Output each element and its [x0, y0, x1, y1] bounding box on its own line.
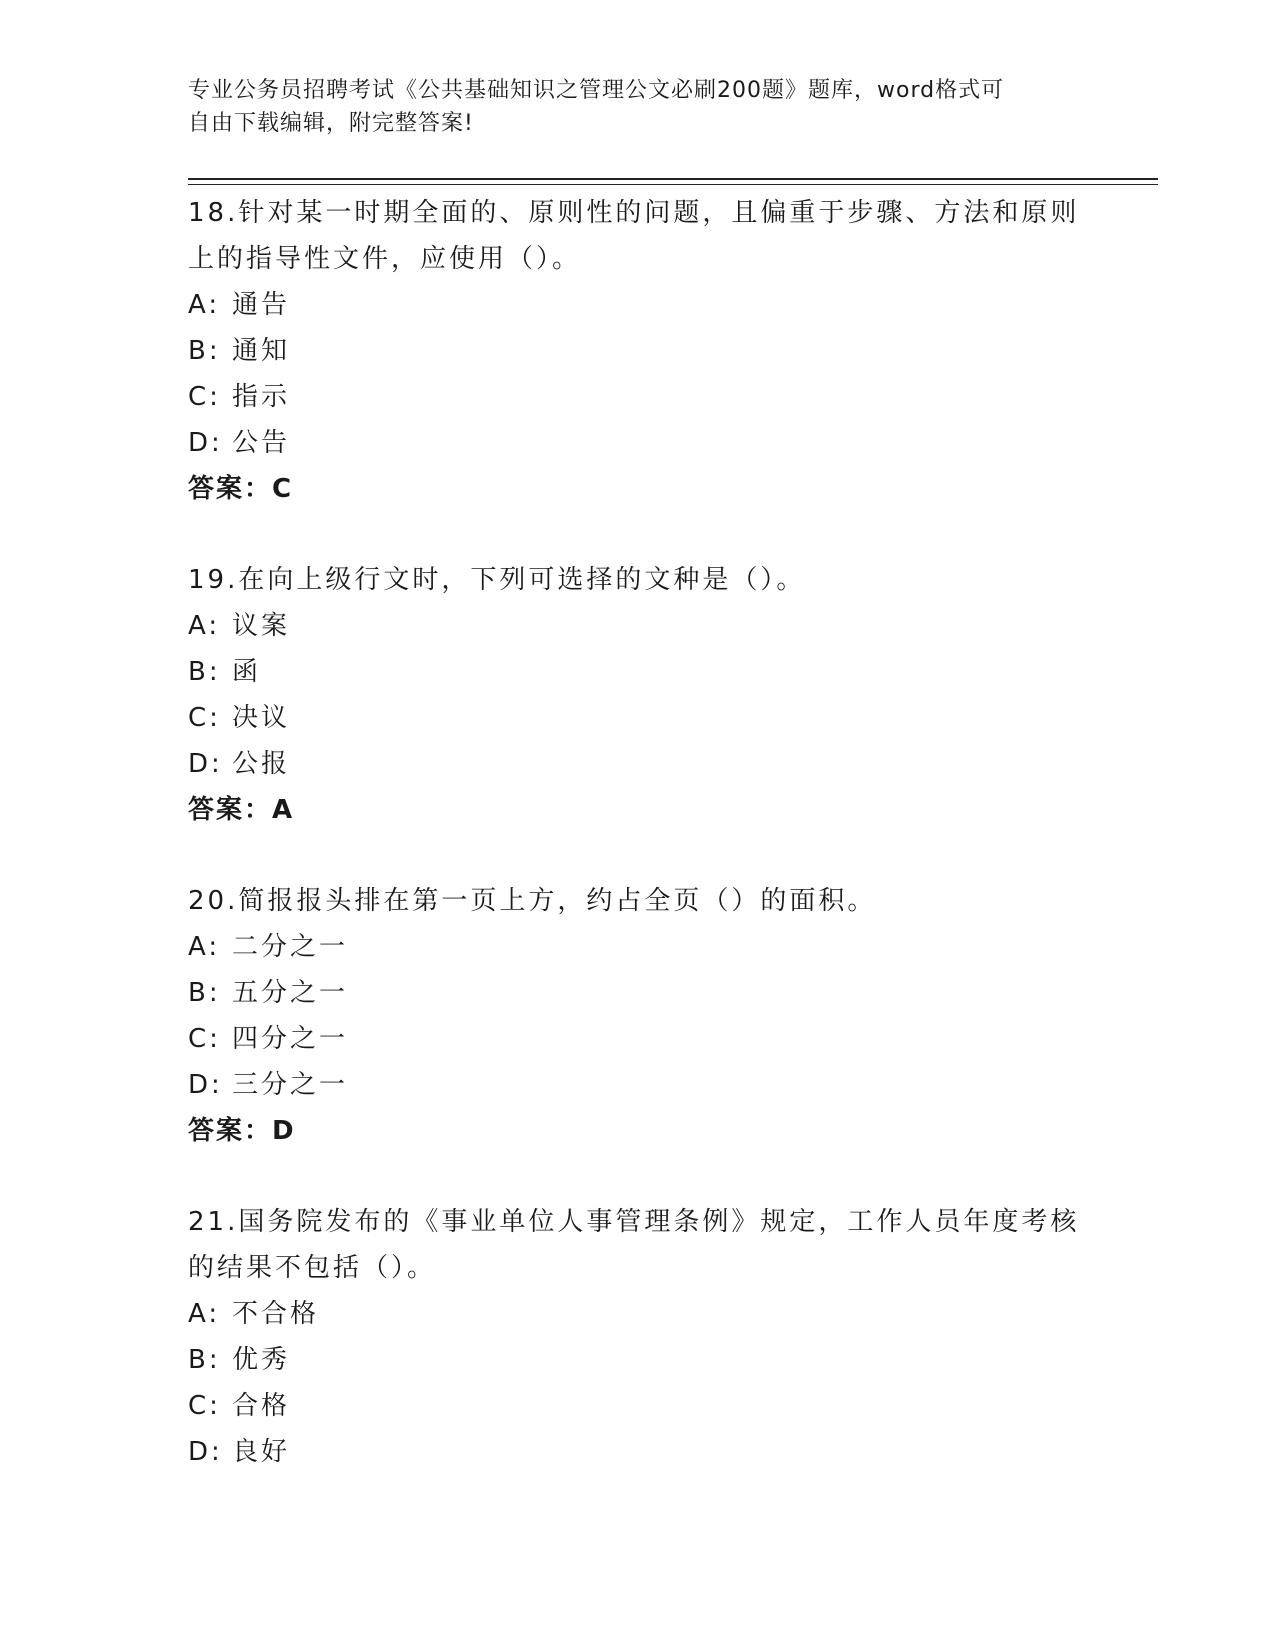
question-stem-line-1: 20.简报报头排在第一页上方，约占全页（）的面积。	[188, 886, 877, 916]
question-stem-line-1: 18.针对某一时期全面的、原则性的问题，且偏重于步骤、方法和原则	[188, 198, 1080, 228]
option-c	[188, 695, 1088, 741]
document-header	[188, 74, 1088, 140]
option-text: 公报	[232, 749, 291, 779]
option-text: 指示	[232, 382, 291, 412]
answer-line: 答案：C	[188, 474, 294, 504]
option-text: 二分之一	[232, 932, 349, 962]
question-21	[188, 1199, 1088, 1475]
option-b	[188, 970, 1088, 1016]
question-stem-line-2: 的结果不包括（）。	[188, 1253, 437, 1283]
option-a	[188, 1291, 1088, 1337]
option-text: 三分之一	[232, 1070, 349, 1100]
option-d	[188, 1062, 1088, 1108]
question-list	[188, 190, 1088, 1475]
option-a	[188, 603, 1088, 649]
option-a	[188, 924, 1088, 970]
header-divider-thin	[188, 184, 1158, 185]
option-letter: B:	[188, 978, 221, 1008]
option-b	[188, 1337, 1088, 1383]
header-line-1: 专业公务员招聘考试《公共基础知识之管理公文必刷200题》题库，word格式可	[188, 78, 1005, 103]
option-letter: B:	[188, 336, 221, 366]
option-letter: D:	[188, 428, 223, 458]
option-d	[188, 741, 1088, 787]
option-a	[188, 282, 1088, 328]
question-stem-line-1: 19.在向上级行文时，下列可选择的文种是（）。	[188, 565, 806, 595]
option-text: 决议	[232, 703, 291, 733]
option-letter: C:	[188, 1024, 221, 1054]
option-c	[188, 1016, 1088, 1062]
option-c	[188, 374, 1088, 420]
answer-line: 答案：D	[188, 1116, 296, 1146]
option-text: 四分之一	[232, 1024, 349, 1054]
option-b	[188, 328, 1088, 374]
option-text: 优秀	[232, 1345, 291, 1375]
option-text: 议案	[232, 611, 291, 641]
question-19	[188, 557, 1088, 833]
option-letter: C:	[188, 1391, 221, 1421]
option-letter: D:	[188, 749, 223, 779]
option-letter: C:	[188, 382, 221, 412]
option-text: 不合格	[232, 1299, 320, 1329]
option-letter: A:	[188, 290, 221, 320]
option-b	[188, 649, 1088, 695]
question-20	[188, 878, 1088, 1154]
option-text: 通告	[232, 290, 291, 320]
option-text: 通知	[232, 336, 291, 366]
option-letter: A:	[188, 932, 221, 962]
option-d	[188, 1429, 1088, 1475]
answer-line: 答案：A	[188, 795, 295, 825]
option-text: 良好	[232, 1437, 291, 1467]
option-letter: D:	[188, 1437, 223, 1467]
option-text: 函	[232, 657, 262, 687]
option-text: 五分之一	[232, 978, 349, 1008]
question-18	[188, 190, 1088, 512]
question-stem-line-1: 21.国务院发布的《事业单位人事管理条例》规定，工作人员年度考核	[188, 1207, 1080, 1237]
option-letter: C:	[188, 703, 221, 733]
option-text: 合格	[232, 1391, 291, 1421]
option-d	[188, 420, 1088, 466]
option-letter: A:	[188, 1299, 221, 1329]
option-letter: A:	[188, 611, 221, 641]
option-text: 公告	[232, 428, 291, 458]
header-line-2: 自由下载编辑，附完整答案!	[188, 111, 474, 136]
option-c	[188, 1383, 1088, 1429]
option-letter: D:	[188, 1070, 223, 1100]
header-divider-thick	[188, 178, 1158, 180]
question-stem-line-2: 上的指导性文件，应使用（）。	[188, 244, 582, 274]
option-letter: B:	[188, 657, 221, 687]
option-letter: B:	[188, 1345, 221, 1375]
